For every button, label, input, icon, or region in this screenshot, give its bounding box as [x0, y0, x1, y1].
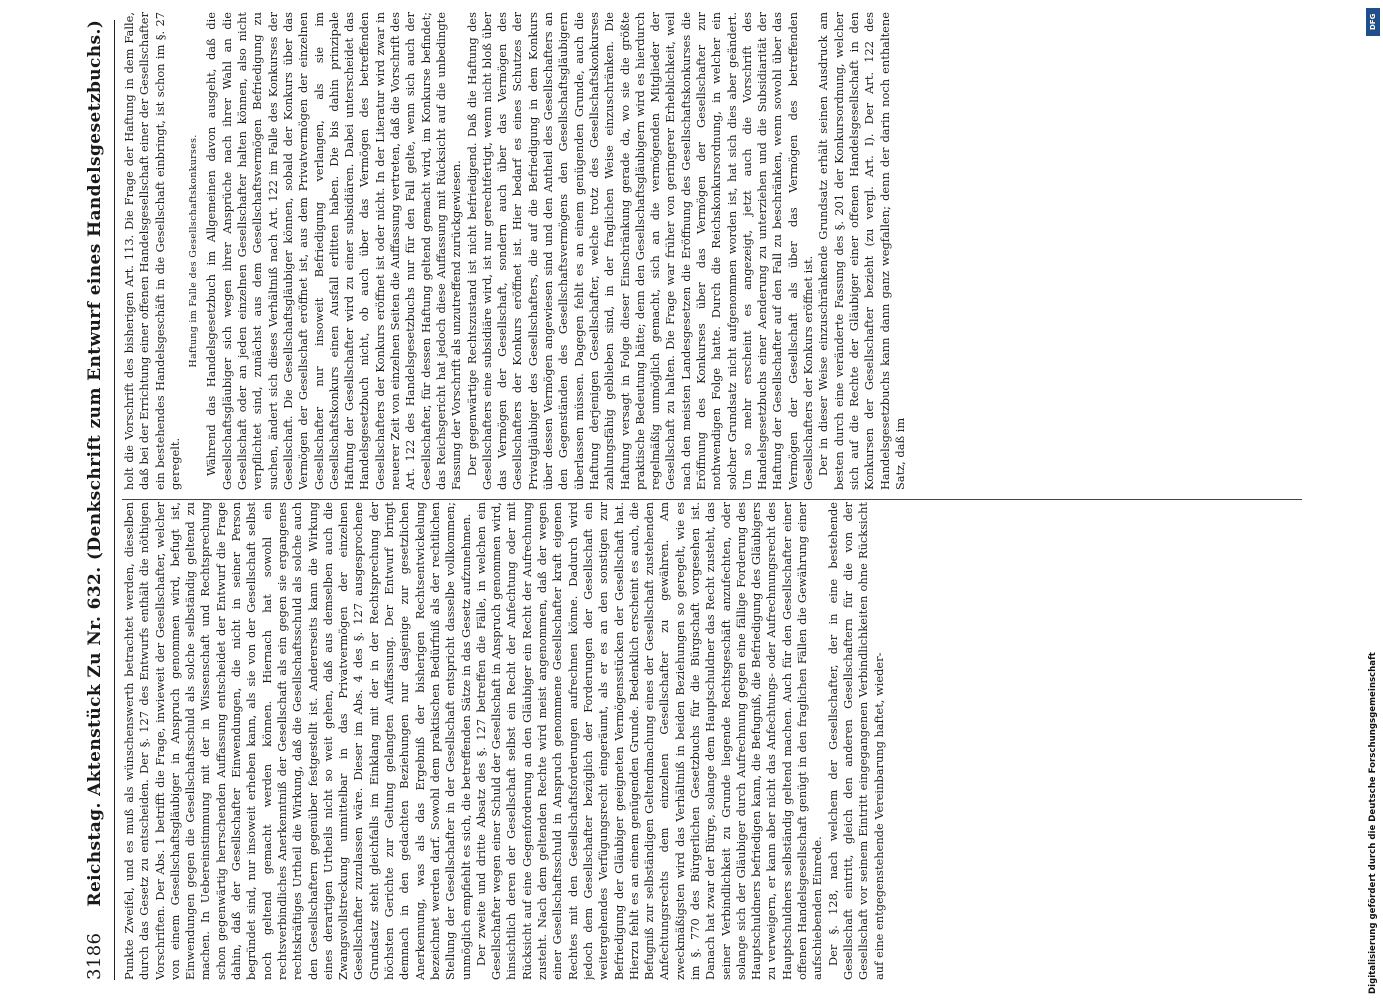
paragraph: Während das Handelsgesetzbuch im Allgemeinen davon ausgeht, daß die Gesellschaftsgläubiger sich wegen ihrer Ansprüche nach ihrer Wahl an die Gesellschaft oder an jeden einzelnen Gesellschafter halten können, also nicht verpflichtet sind, zunächst aus dem Gesellschaftsvermögen Befriedigung zu suchen, ändert sich dieses Verhältniß nach Art. 122 im Falle des Konkurses der Gesellschaft. Die Gesellschaftsgläubiger können, sobald der Konkurs über das Vermögen der Gesellschaft eröffnet ist, aus dem Privatvermögen der einzelnen Gesellschafter nur insoweit Befriedigung verlangen, als sie im Gesellschaftskonkurs einen Ausfall erlitten haben. Die bis dahin prinzipale Haftung der Gesellschafter wird zu einer subsidiären. Dabei unterscheidet das Handelsgesetzbuch nicht, ob auch über das Vermögen des betreffenden Gesellschafters der Konkurs eröffnet ist oder nicht. In der Literatur wird zwar in neuerer Zeit von einzelnen Seiten die Auffassung vertreten, daß die Vorschrift des Art. 122 des Handelsgesetzbuchs nur für den Fall gelte, wenn sich auch der Gesellschafter, für dessen Haftung geltend gemacht wird, im Konkurse befindet; das Reichsgericht hat jedoch diese Auffassung mit Rücksicht auf die unbedingte Fassung der Vorschrift als unzutreffend zurückgewiesen.: [204, 12, 464, 490]
paragraph: Der §. 128, nach welchem der Gesellschafter, der in eine bestehende Gesellschaft eintritt, gleich den anderen Gesellschaftern für die von der Gesellschaft vor seinem Eintritt eingegangenen Verbindlichkeiten ohne Rücksicht auf eine entgegenstehende Vereinbarung haftet, wieder-: [825, 502, 886, 980]
section-subheading: Haftung im Falle des Gesellschaftskonkurses.: [188, 134, 200, 368]
paragraph: Der in dieser Weise einzuschränkende Grundsatz erhält seinen Ausdruck am besten durch eine veränderte Fassung des §. 201 der Konkursordnung, welcher sich auf die Rechte der Gläubiger einer offenen Handelsgesellschaft in den Konkursen der Gesellschafter bezieht (zu vergl. Art. I). Der Art. 122 des Handelsgesetzbuchs kann dann ganz wegfallen; denn der darin noch enthaltene Satz, daß im: [816, 12, 907, 490]
credit-text: Digitalisierung gefördert durch die Deutsche Forschungsgemeinschaft: [1368, 652, 1378, 994]
text-column-right: [122, 12, 1302, 490]
dfg-logo: DFG: [1366, 8, 1380, 36]
header-rule: [114, 20, 115, 980]
paragraph: Der zweite und dritte Absatz des §. 127 betreffen die Fälle, in welchen ein Gesellschafter wegen einer Schuld der Gesellschaft in Anspruch genommen wird, hinsichtlich deren der Gesellschaft selbst ein Recht der Anfechtung oder mit Rücksicht auf eine Gegenforderung an den Gläubiger ein Recht der Aufrechnung zusteht. Nach dem geltenden Rechte wird meist angenommen, daß der wegen einer Gesellschaftsschuld in Anspruch genommene Gesellschafter kraft eigenen Rechtes mit den Gesellschaftsforderungen aufrechnen könne. Dadurch wird jedoch dem Gesellschafter bezüglich der Forderungen der Gesellschaft ein weitergehendes Verfügungsrecht eingeräumt, als er es an den sonstigen zur Befriedigung der Gläubiger geeigneten Vermögensstücken der Gesellschaft hat. Hierzu fehlt es an einem genügenden Grunde. Bedenklich erscheint es auch, die Befugniß zur selbständigen Geltendmachung eines der Gesellschaft zustehenden Anfechtungsrechts dem einzelnen Gesellschafter zu gewähren. Am zweckmäßigsten wird das Verhältniß in beiden Beziehungen so geregelt, wie es im §. 770 des Bürgerlichen Gesetzbuchs für die Bürgschaft vorgesehen ist. Danach hat zwar der Bürge, solange dem Hauptschuldner das Recht zusteht, das seiner Verbindlichkeit zu Grunde liegende Rechtsgeschäft anzufechten, oder solange sich der Gläubiger durch Aufrechnung gegen eine fällige Forderung des Hauptschuldners befriedigen kann, die Befugniß, die Befriedigung des Gläubigers zu verweigern, er kann aber nicht das Anfechtungs- oder Aufrechnungsrecht des Hauptschuldners selbständig geltend machen. Auch für den Gesellschafter einer offenen Handelsgesellschaft genügt in den fraglichen Fällen die Gewährung einer aufschiebenden Einrede.: [473, 502, 825, 980]
document-page: [80, 0, 1340, 1000]
page-header: [84, 20, 114, 980]
page-number: 3186: [84, 932, 105, 980]
paragraph: Punkte Zweifel, und es muß als wünschenswerth betrachtet werden, dieselben durch das Gesetz zu entscheiden. Der §. 127 des Entwurfs enthält die nöthigen Vorschriften. Der Abs. 1 betrifft die Frage, inwieweit der Gesellschafter, welcher von einem Gesellschaftsgläubiger in Anspruch genommen wird, befugt ist, Einwendungen gegen die Gesellschaftsschuld als solche selbständig geltend zu machen. In Uebereinstimmung mit der in Wissenschaft und Rechtsprechung schon gegenwärtig herrschenden Auffassung entscheidet der Entwurf die Frage dahin, daß der Gesellschafter Einwendungen, die nicht in seiner Person begründet sind, nur insoweit erheben kann, als sie von der Gesellschaft selbst noch geltend gemacht werden können. Hiernach hat sowohl ein rechtsverbindliches Anerkenntniß der Gesellschaft als ein gegen sie ergangenes rechtskräftiges Urtheil die Wirkung, daß die Gesellschaftsschuld als solche auch den Gesellschaftern gegenüber festgestellt ist. Andererseits kann die Wirkung eines derartigen Urtheils nicht so weit gehen, daß aus demselben auch die Zwangsvollstreckung unmittelbar in das Privatvermögen der einzelnen Gesellschafter zuzulassen wäre. Dieser im Abs. 4 des §. 127 ausgesprochene Grundsatz steht gleichfalls im Einklang mit der in der Rechtsprechung der höchsten Gerichte zur Geltung gelangten Auffassung. Der Entwurf bringt demnach in den gedachten Beziehungen nur dasjenige zur gesetzlichen Anerkennung, was als das Ergebniß der bisherigen Rechtsentwickelung bezeichnet werden darf. Sowohl dem praktischen Bedürfniß als der rechtlichen Stellung der Gesellschafter in der Gesellschaft entspricht dasselbe vollkommen; unmöglich empfiehlt es sich, die betreffenden Sätze in das Gesetz aufzunehmen.: [122, 502, 473, 980]
digitization-credit: [1366, 8, 1380, 998]
running-title: Reichstag. Aktenstück Zu Nr. 632. (Denkschrift zum Entwurf eines Handelsgesetzbuchs.): [85, 19, 105, 907]
column-divider: [122, 499, 1302, 500]
paragraph: Der gegenwärtige Rechtszustand ist nicht befriedigend. Daß die Haftung des Gesellschafters eine subsidiäre wird, ist nur gerechtfertigt, wenn nicht bloß über das Vermögen der Gesellschaft, sondern auch über das Vermögen des Gesellschafters der Konkurs eröffnet ist. Hier bedarf es eines Schutzes der Privatgläubiger des Gesellschafters, die auf die Befriedigung in dem Konkurs über dessen Vermögen angewiesen sind und den Antheil des Gesellschafters an den Gegenständen des Gesellschaftsvermögens den Gesellschaftsgläubigern überlassen müssen. Dagegen fehlt es an einem genügenden Grunde, auch die Haftung derjenigen Gesellschafter, welche trotz des Gesellschaftskonkurses zahlungsfähig geblieben sind, in der fraglichen Weise einzuschränken. Die Haftung versagt in Folge dieser Einschränkung gerade da, wo sie die größte praktische Bedeutung hätte; denn den Gesellschaftsgläubigern wird es hierdurch regelmäßig unmöglich gemacht, sich an die vermögenden Mitglieder der Gesellschaft zu halten. Die Frage war früher von geringerer Erheblichkeit, weil nach den meisten Landesgesetzen die Eröffnung des Gesellschaftskonkurses die Eröffnung des Konkurses über das Vermögen der Gesellschafter zur nothwendigen Folge hatte. Durch die Reichskonkursordnung, in welcher ein solcher Grundsatz nicht aufgenommen worden ist, hat sich dies aber geändert. Um so mehr erscheint es angezeigt, jetzt auch die Vorschrift des Handelsgesetzbuchs einer Aenderung zu unterziehen und die Subsidiarität der Haftung der Gesellschafter auf den Fall zu beschränken, wenn sowohl über das Vermögen der Gesellschaft als über das Vermögen des betreffenden Gesellschafters der Konkurs eröffnet ist.: [464, 12, 816, 490]
paragraph: holt die Vorschrift des bisherigen Art. 113. Die Frage der Haftung in dem Falle, daß bei der Errichtung einer offenen Handelsgesellschaft einer der Gesellschafter ein bestehendes Handelsgeschäft in die Gesellschaft einbringt, ist schon im §. 27 geregelt.: [122, 12, 182, 490]
text-column-left: [122, 502, 1302, 980]
